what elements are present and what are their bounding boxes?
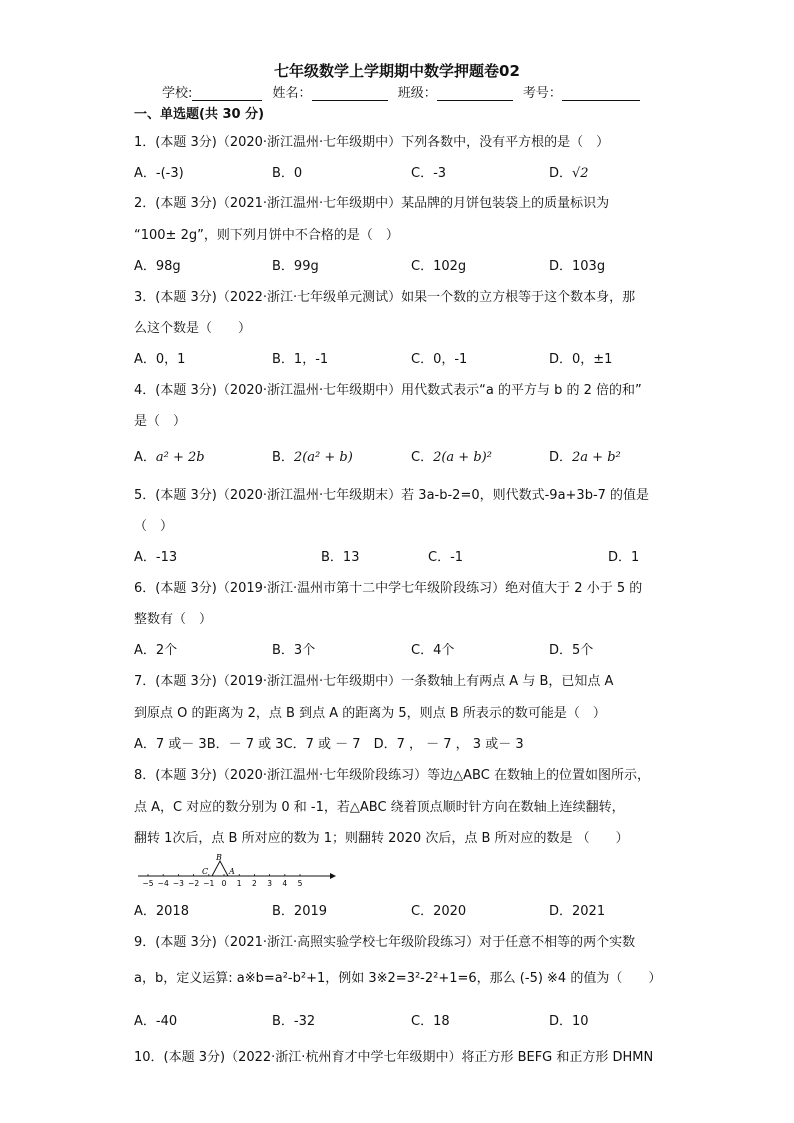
q1-option-d[interactable] bbox=[549, 162, 589, 181]
q1-option-a[interactable]: A．-(-3) bbox=[134, 166, 184, 181]
number-line-tick-label: 3 bbox=[267, 879, 272, 888]
q8-option-c[interactable]: C．2020 bbox=[411, 904, 467, 919]
number-line-tick-label: 1 bbox=[236, 879, 242, 888]
q5-option-c[interactable]: C．-1 bbox=[428, 550, 464, 565]
q3-option-c[interactable]: C．0，-1 bbox=[411, 352, 468, 367]
q6-text-line2: 整数有（ ） bbox=[134, 612, 213, 627]
q6-option-a[interactable]: A．2个 bbox=[134, 643, 178, 658]
q5-text-line2: （ ） bbox=[134, 519, 174, 534]
q4-text-line1: 4．(本题 3分)（2020·浙江温州·七年级期中）用代数式表示“a 的平方与 b 的 2 倍的和” bbox=[134, 383, 642, 398]
q2-option-a[interactable]: A．98g bbox=[134, 259, 181, 274]
number-line-tick-label: 4 bbox=[282, 879, 288, 888]
number-line-tick-label: 2 bbox=[252, 879, 257, 888]
q3-text-line1: 3．(本题 3分)（2022·浙江·七年级单元测试）如果一个数的立方根等于这个数本身，那 bbox=[134, 290, 636, 305]
q6-option-c[interactable]: C．4个 bbox=[411, 643, 455, 658]
number-line-tick-label: −4 bbox=[157, 879, 169, 888]
q4-option-b-prefix: B． bbox=[272, 450, 294, 465]
q9-option-a[interactable]: A．-40 bbox=[134, 1014, 178, 1029]
q4-option-a[interactable] bbox=[134, 446, 205, 465]
q9-option-d[interactable]: D．10 bbox=[549, 1014, 589, 1029]
q4-option-c-math: 2(a + b)² bbox=[433, 450, 492, 465]
point-c-label: C bbox=[202, 867, 209, 876]
q7-text-line2: 到原点 O 的距离为 2，点 B 到点 A 的距离为 5，则点 B 所表示的数可能是（ ） bbox=[134, 706, 606, 721]
q9-option-b[interactable]: B．-32 bbox=[272, 1014, 316, 1029]
q5-option-a[interactable]: A．-13 bbox=[134, 550, 178, 565]
number-line-tick-label: −5 bbox=[142, 879, 154, 888]
class-blank[interactable] bbox=[437, 86, 513, 101]
q5-text-line1: 5．(本题 3分)（2020·浙江温州·七年级期末）若 3a-b-2=0，则代数式-9a+3b-7 的值是 bbox=[134, 488, 650, 503]
q3-text-line2: 么这个数是（ ） bbox=[134, 321, 252, 336]
q4-option-d-math: 2a + b² bbox=[572, 450, 621, 465]
q8-text-line3: 翻转 1次后，点 B 所对应的数为 1；则翻转 2020 次后，点 B 所对应的数是 （ ） bbox=[134, 831, 629, 846]
q4-option-a-math: a² + 2b bbox=[155, 450, 205, 465]
number-line-tick-label: −1 bbox=[203, 879, 215, 888]
q6-option-b[interactable]: B．3个 bbox=[272, 643, 316, 658]
q2-text-line1: 2．(本题 3分)（2021·浙江温州·七年级期中）某品牌的月饼包装袋上的质量标识为 bbox=[134, 196, 610, 211]
q1-option-d-math: √2 bbox=[572, 166, 589, 181]
q3-option-b[interactable]: B．1，-1 bbox=[272, 352, 329, 367]
q10-text-line1: 10．(本题 3分)（2022·浙江·杭州育才中学七年级期中）将正方形 BEFG 和正方形 DHMN bbox=[134, 1050, 654, 1065]
q7-options-line[interactable]: A．7 或－ 3B．－ 7 或 3C．7 或 － 7 D．7 ， － 7 ， 3 或－ 3 bbox=[134, 737, 524, 752]
point-a-label: A bbox=[229, 867, 235, 876]
school-label: 学校: bbox=[162, 86, 193, 101]
number-line-tick-label: 0 bbox=[221, 879, 227, 888]
q2-option-b[interactable]: B．99g bbox=[272, 259, 319, 274]
name-blank[interactable] bbox=[312, 86, 388, 101]
page-title: 七年级数学上学期期中数学押题卷02 bbox=[274, 62, 520, 80]
number-blank[interactable] bbox=[562, 86, 640, 101]
q3-option-a[interactable]: A．0，1 bbox=[134, 352, 186, 367]
q6-option-d[interactable]: D．5个 bbox=[549, 643, 594, 658]
q6-text-line1: 6．(本题 3分)（2019·浙江·温州市第十二中学七年级阶段练习）绝对值大于 2 小于 5 的 bbox=[134, 581, 643, 596]
q4-option-a-prefix: A． bbox=[134, 450, 156, 465]
class-label: 班级： bbox=[397, 86, 437, 101]
q2-option-c[interactable]: C．102g bbox=[411, 259, 467, 274]
section-heading: 一、单选题(共 30 分) bbox=[134, 107, 265, 122]
number-line-tick-label: −3 bbox=[172, 879, 184, 888]
q9-text-line2: a，b，定义运算: a※b=a²-b²+1，例如 3※2=3²-2²+1=6，那么 (-5) ※4 的值为（ ） bbox=[134, 971, 662, 986]
school-blank[interactable] bbox=[192, 86, 262, 101]
q8-text-line2: 点 A，C 对应的数分别为 0 和 -1，若△ABC 绕着顶点顺时针方向在数轴上连续翻转， bbox=[134, 800, 625, 815]
q4-option-c-prefix: C． bbox=[411, 450, 434, 465]
q5-option-b[interactable]: B．13 bbox=[321, 550, 360, 565]
q2-option-d[interactable]: D．103g bbox=[549, 259, 606, 274]
q1-option-d-prefix: D． bbox=[549, 166, 573, 181]
triangle-abc bbox=[212, 861, 228, 876]
q4-text-line2: 是（ ） bbox=[134, 414, 187, 429]
student-info-row bbox=[162, 82, 646, 101]
q1-option-c[interactable]: C．-3 bbox=[411, 166, 447, 181]
point-b-label: B bbox=[216, 853, 222, 862]
q8-option-a[interactable]: A．2018 bbox=[134, 904, 189, 919]
q9-option-c[interactable]: C．18 bbox=[411, 1014, 450, 1029]
q8-option-d[interactable]: D．2021 bbox=[549, 904, 606, 919]
q7-text-line1: 7．(本题 3分)（2019·浙江温州·七年级期中）一条数轴上有两点 A 与 B，已知点 A bbox=[134, 674, 614, 689]
q4-option-b[interactable] bbox=[272, 446, 353, 465]
q9-text-line1: 9．(本题 3分)（2021·浙江·高照实验学校七年级阶段练习）对于任意不相等的两个实数 bbox=[134, 935, 636, 950]
q5-option-d[interactable]: D．1 bbox=[608, 550, 640, 565]
q1-option-b[interactable]: B．0 bbox=[272, 166, 303, 181]
number-line-arrow bbox=[330, 873, 336, 879]
q2-text-line2: “100± 2g”，则下列月饼中不合格的是（ ） bbox=[134, 228, 399, 243]
number-line-tick-label: −2 bbox=[188, 879, 200, 888]
q3-option-d[interactable]: D．0，±1 bbox=[549, 352, 613, 367]
number-line-tick-label: 5 bbox=[297, 879, 303, 888]
q4-option-b-math: 2(a² + b) bbox=[293, 450, 353, 465]
number-line-figure bbox=[136, 852, 336, 892]
q1-text: 1．(本题 3分)（2020·浙江温州·七年级期中）下列各数中，没有平方根的是（ ） bbox=[134, 135, 610, 150]
q8-text-line1: 8．(本题 3分)（2020·浙江温州·七年级阶段练习）等边△ABC 在数轴上的位置如图所示， bbox=[134, 768, 650, 783]
q8-option-b[interactable]: B．2019 bbox=[272, 904, 328, 919]
q4-option-d[interactable] bbox=[549, 446, 621, 465]
q4-option-d-prefix: D． bbox=[549, 450, 573, 465]
number-label: 考号： bbox=[522, 86, 562, 101]
name-label: 姓名： bbox=[272, 86, 312, 101]
q4-option-c[interactable] bbox=[411, 446, 492, 465]
